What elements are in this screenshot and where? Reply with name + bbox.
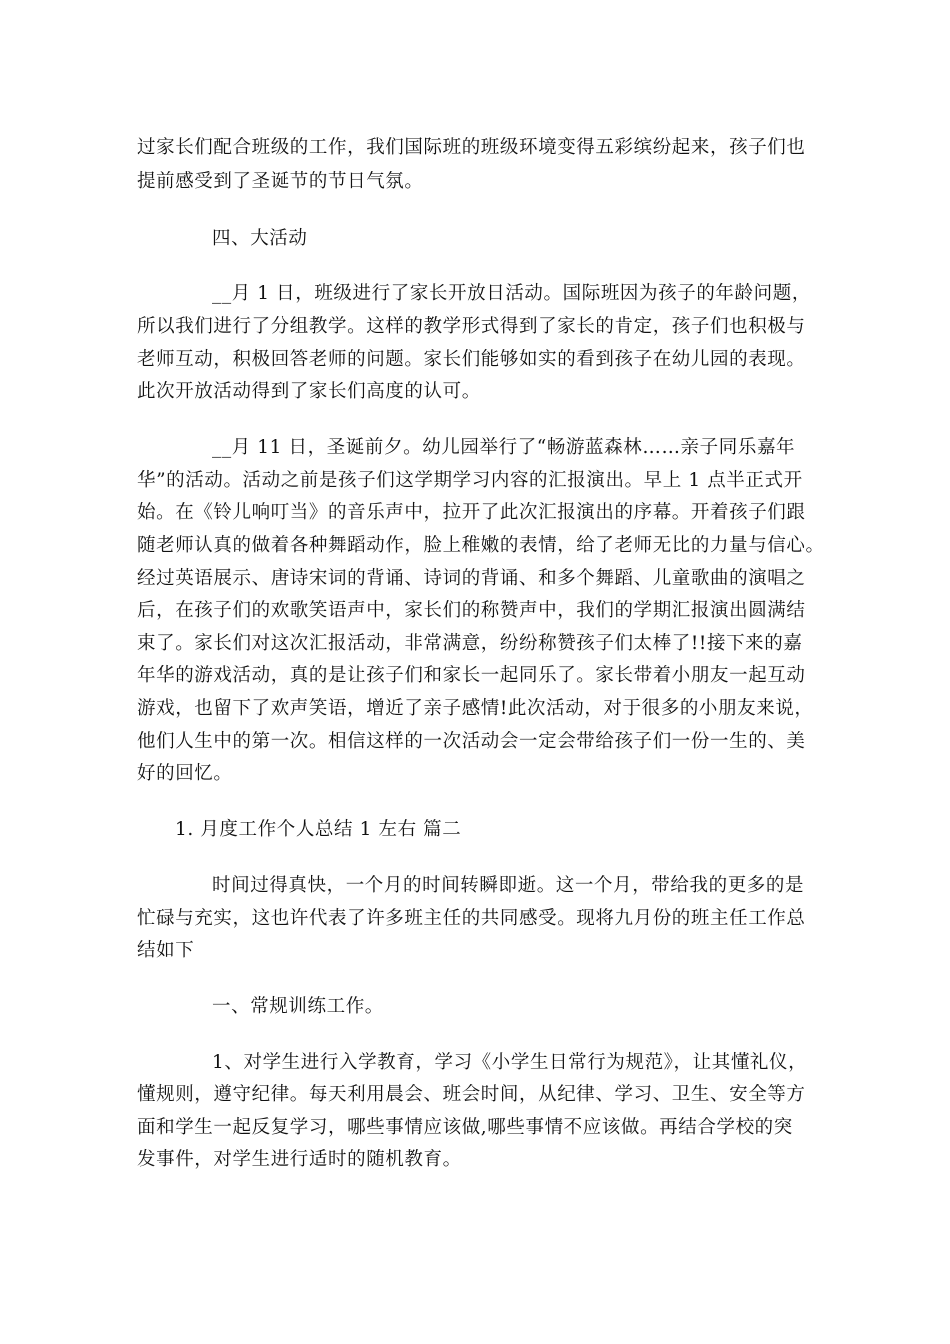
section-heading-routine-training: 一、常规训练工作。	[212, 996, 384, 1017]
paragraph-3-line-9: 游戏，也留下了欢声笑语，增近了亲子感情!此次活动，对于很多的小朋友来说，	[137, 698, 814, 719]
paragraph-1-line-2: 提前感受到了圣诞节的节日气氛。	[137, 171, 424, 192]
paragraph-3-line-4: 随老师认真的做着各种舞蹈动作，脸上稚嫩的表情，给了老师无比的力量与信心。	[137, 535, 825, 556]
paragraph-4-line-2: 忙碌与充实，这也许代表了许多班主任的共同感受。现将九月份的班主任工作总	[137, 908, 806, 929]
paragraph-3-line-11: 好的回忆。	[137, 763, 233, 784]
paragraph-5-line-2: 懂规则，遵守纪律。每天利用晨会、班会时间，从纪律、学习、卫生、安全等方	[137, 1084, 806, 1105]
paragraph-3-line-3: 始。在《铃儿响叮当》的音乐声中，拉开了此次汇报演出的序幕。开着孩子们跟	[137, 502, 806, 523]
paragraph-5-line-4: 发事件，对学生进行适时的随机教育。	[137, 1149, 462, 1170]
paragraph-3-line-7: 束了。家长们对这次汇报活动，非常满意，纷纷称赞孩子们太棒了!!接下来的嘉	[137, 633, 803, 654]
paragraph-2-line-3: 老师互动，积极回答老师的问题。家长们能够如实的看到孩子在幼儿园的表现。	[137, 349, 806, 370]
paragraph-3-line-6: 后，在孩子们的欢歌笑语声中，家长们的称赞声中，我们的学期汇报演出圆满结	[137, 600, 806, 621]
paragraph-3-line-1: __月 11 日，圣诞前夕。幼儿园举行了“畅游蓝森林……亲子同乐嘉年	[212, 437, 796, 458]
paragraph-5-line-3: 面和学生一起反复学习，哪些事情应该做,哪些事情不应该做。再结合学校的突	[137, 1117, 793, 1138]
paragraph-3-line-8: 年华的游戏活动，真的是让孩子们和家长一起同乐了。家长带着小朋友一起互动	[137, 665, 806, 686]
paragraph-3-line-2: 华”的活动。活动之前是孩子们这学期学习内容的汇报演出。早上 1 点半正式开	[137, 470, 803, 491]
article-heading-part-two: 1. 月度工作个人总结 1 左右 篇二	[175, 819, 462, 840]
paragraph-4-line-1: 时间过得真快，一个月的时间转瞬即逝。这一个月，带给我的更多的是	[212, 875, 805, 896]
section-heading-activities: 四、大活动	[212, 228, 308, 249]
paragraph-1-line-1: 过家长们配合班级的工作，我们国际班的班级环境变得五彩缤纷起来，孩子们也	[137, 137, 806, 158]
paragraph-2-line-4: 此次开放活动得到了家长们高度的认可。	[137, 381, 481, 402]
paragraph-3-line-5: 经过英语展示、唐诗宋词的背诵、诗词的背诵、和多个舞蹈、儿童歌曲的演唱之	[137, 568, 806, 589]
paragraph-4-line-3: 结如下	[137, 940, 195, 961]
paragraph-5-line-1: 1、对学生进行入学教育，学习《小学生日常行为规范》，让其懂礼仪，	[212, 1052, 808, 1073]
paragraph-2-line-1: __月 1 日，班级进行了家长开放日活动。国际班因为孩子的年龄问题，	[212, 283, 811, 304]
paragraph-3-line-10: 他们人生中的第一次。相信这样的一次活动会一定会带给孩子们一份一生的、美	[137, 731, 806, 752]
paragraph-2-line-2: 所以我们进行了分组教学。这样的教学形式得到了家长的肯定，孩子们也积极与	[137, 316, 806, 337]
